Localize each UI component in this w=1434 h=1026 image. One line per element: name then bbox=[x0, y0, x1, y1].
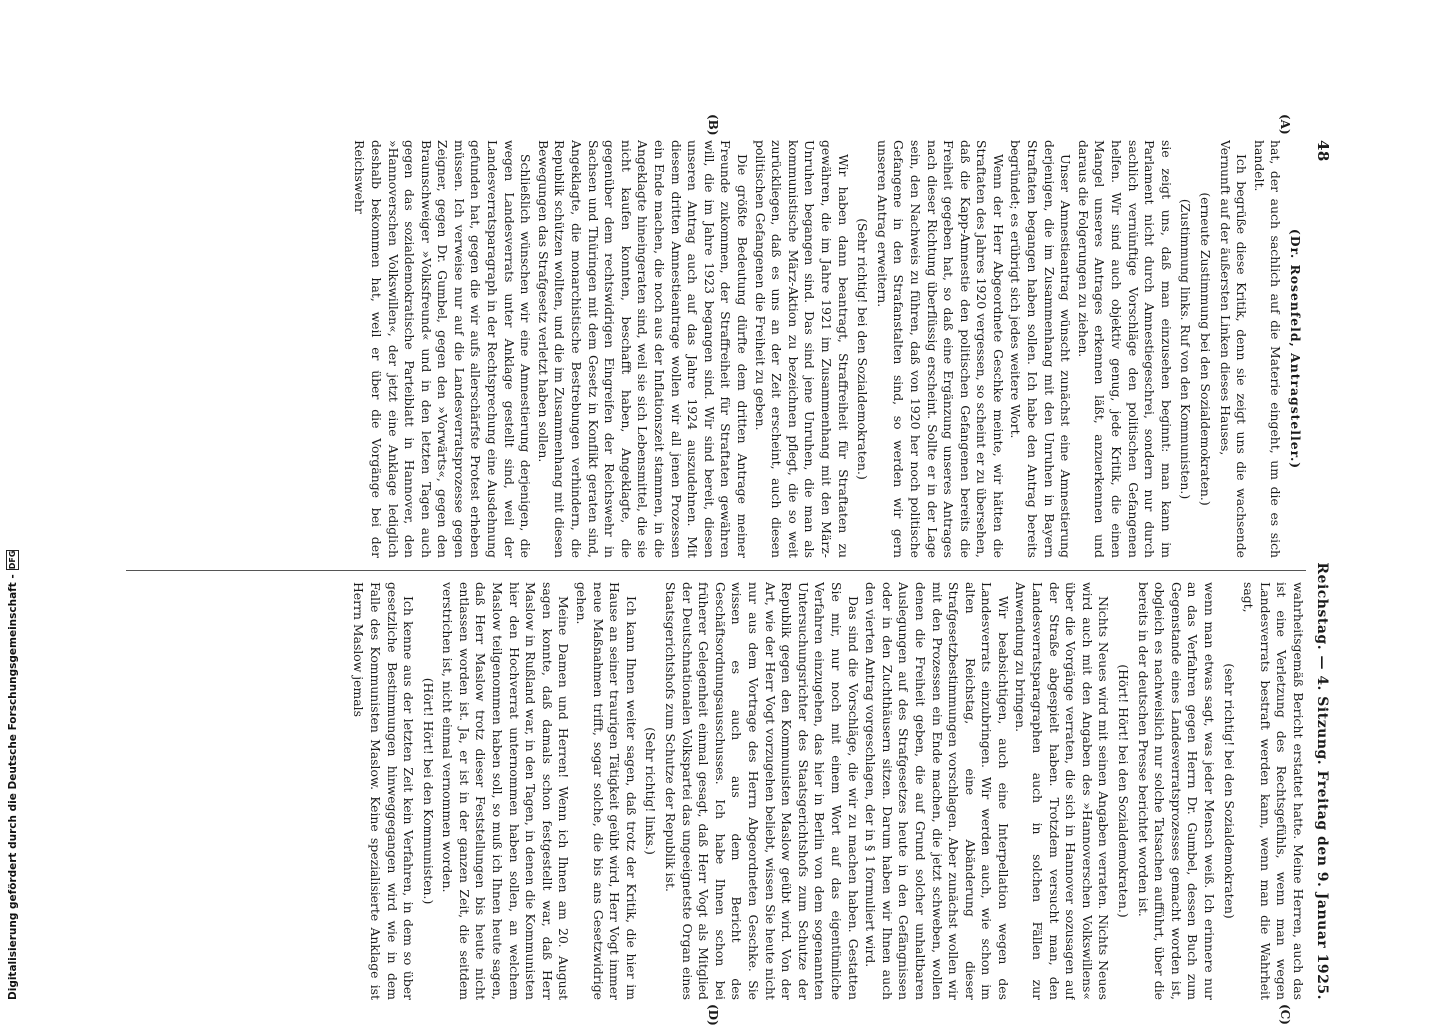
interjection: (Hört! Hört! bei den Sozialdemokraten.) bbox=[1116, 664, 1132, 918]
paragraph: Ich kenne aus der letzten Zeit kein Verfahren, in dem so über gesetzliche Bestimmungen hinweggegangen wird wie in dem Falle des Kommunisten Maslow. Keine spezialisierte Anklage ist Herrn Maslow jemals bbox=[351, 582, 417, 1000]
paragraph: wahrheitsgemäß Bericht erstattet hatte. Meine Herren, auch das ist eine Verletzung des Rechtsgefühls, wenn man wegen Landesverrats bestraft werden kann, wenn man die Wahrheit sagt, bbox=[1241, 582, 1306, 1000]
paragraph: Schließlich wünschen wir eine Amnestierung derjenigen, die wegen Landesverrats unter Anklage gestellt sind, weil der Landesverratsparagraph in der Rechtsprechung eine Ausdehnung gefunden hat, gegen die wir aufs allerschärfste Protest erheben müssen. Ich verweise nur auf die Landesverratsprozesse gegen Zeigner, gegen Dr. Gumbel, gegen den »Vorwärts«, gegen den Braunschweiger »Volksfreund« und in den letzten Tagen auch gegen das sozialdemokratische Parteiblatt in Hannover, den »Hannoverschen Volkswillen«, der jetzt eine Anklage lediglich deshalb bekommen hat, weil er über die Vorgänge bei der Reichswehr bbox=[352, 140, 534, 558]
digitization-footer bbox=[6, 20, 19, 1000]
paragraph: Wenn der Herr Abgeordnete Geschke meinte, wir hätten die Straftaten des Jahres 1920 vergessen, so scheint er zu übersehen, daß die Kapp-Amnestie den politischen Gefangenen bereits die Freiheit gegeben hat, so daß eine Ergänzung unseres Antrages nach dieser Richtung überflüssig erscheint. Sollte er in der Lage sein, den Nachweis zu führen, daß von 1920 her noch politische Gefangene in den Strafanstalten sind, so werden wir gern unseren Antrag erweitern. bbox=[874, 140, 1006, 558]
rotated-document-page bbox=[100, 114, 1340, 1026]
interjection: (sehr richtig! bei den Sozialdemokraten) bbox=[1221, 663, 1237, 919]
page-header bbox=[1314, 140, 1340, 1000]
paragraph: Das sind die Vorschläge, die wir zu machen haben. Gestatten Sie mir, nur noch mit einem Wort auf das eigentümliche Verfahren einzugehen, das hier in Berlin von dem sogenannten Untersuchungsrichter des Staatsgerichtshofs zum Schutze der Republik gegen den Kommunisten Maslow geübt wird. Von der Art, wie der Herr Vogt vorzugehen beliebt, wissen Sie heute nicht nur aus dem Vortrage des Herrn Abgeordneten Geschke. Sie wissen es auch aus dem Bericht des Geschäftsordnungsausschusses. Ich habe Ihnen schon bei früherer Gelegenheit einmal gesagt, daß Herr Vogt als Mitglied der Deutschnationalen Volkspartei das ungeeignetste Organ eines Staatsgerichtshofs zum Schutze der Republik ist. bbox=[663, 582, 861, 1000]
column-divider bbox=[126, 570, 1306, 571]
interjection: (Zustimmung links. Ruf von den Kommunisten.) bbox=[1178, 198, 1194, 500]
interjection: (erneute Zustimmung bei den Sozialdemokraten.) bbox=[1198, 192, 1214, 506]
paragraph: Ich kann Ihnen weiter sagen, daß trotz der Kritik, die hier im Hause an seiner traurigen Tätigkeit geübt wird, Herr Vogt immer neue Maßnahmen trifft, sogar solche, die bis ans Gesetzwidrige gehen. bbox=[574, 582, 639, 1000]
paragraph: Nichts Neues wird mit seinen Angaben verraten. Nichts Neues wird auch mit den Angaben des »Hannoverschen Volkswillens« über die Vorgänge verraten, die sich in Hannover sozusagen auf der Straße abgespielt haben. Trotzdem versucht man, den Landesverratsparagraphen auch in solchen Fällen zur Anwendung zu bringen. bbox=[1013, 582, 1112, 1000]
dfg-logo-icon: DFG bbox=[8, 550, 17, 570]
paragraph: hat, der auch sachlich auf die Materie eingeht, um die es sich handelt. bbox=[1251, 140, 1284, 558]
margin-mark-c: (C) bbox=[1278, 1004, 1292, 1025]
left-column bbox=[116, 140, 1306, 558]
paragraph: Wir beabsichtigen, auch eine Interpellation wegen des Landesverrats einzubringen. Wir werden auch, wie schon im alten Reichstag, eine Abänderung dieser Strafgesetzbestimmungen vorschlagen. Aber zunächst wollen wir mit den Prozessen ein Ende machen, die jetzt schweben, wollen denen die Freiheit geben, die auf Grund solcher unhaltbaren Auslegungen auf des Strafgesetzes heute in den Gefängnissen oder in den Zuchthäusern sitzen. Darum haben wir Ihnen auch den vierten Antrag vorgeschlagen, der in § 1 formuliert wird. bbox=[863, 582, 1011, 1000]
paragraph: Wir haben dann beantragt, Straffreiheit für Straftaten zu gewähren, die im Jahre 1921 im Zusammenhang mit den März-Unruhen begangen sind. Das sind jene Unruhen, die man als kommunistische März-Aktion zu bezeichnen pflegt, die so weit zurückliegen, daß es uns an der Zeit erscheint, auch diesen politischen Gefangenen die Freiheit zu geben. bbox=[752, 140, 851, 558]
interjection: (Sehr richtig! links.) bbox=[643, 727, 659, 855]
interjection: (Sehr richtig! bei den Sozialdemokraten.) bbox=[855, 218, 871, 480]
paragraph: Unser Amnestieantrag wünscht zunächst eine Amnestierung derjenigen, die im Zusammenhang mit den Unruhen in Bayern Straftaten begangen haben sollen. Ich habe den Antrag bereits begründet; es erübrigt sich jedes weitere Wort. bbox=[1008, 140, 1074, 558]
paragraph: Ich begrüße diese Kritik, denn sie zeigt uns die wachsende Vernunft auf der äußersten Linken dieses Hauses, bbox=[1217, 140, 1250, 558]
margin-mark-a: (A) bbox=[1278, 114, 1292, 135]
running-title: Reichstag. — 4. Sitzung. Freitag den 9. Januar 1925. bbox=[1314, 562, 1330, 1000]
speaker-line: (Dr. Rosenfeld, Antragsteller.) bbox=[1288, 228, 1303, 470]
page-number: 48 bbox=[1314, 140, 1332, 162]
paragraph: Meine Damen und Herren! Wenn ich Ihnen am 20. August sagen konnte, daß damals schon festgestellt war, daß Herr Maslow in Rußland war, in den Tagen, in denen die Kommunisten hier den Hochverrat unternommen haben sollen, an welchem Maslow teilgenommen haben soll, so muß ich Ihnen heute sagen, daß Herr Maslow trotz dieser Feststellungen bis heute nicht entlassen worden ist. Ja, er ist in der ganzen Zeit, die seitdem verstrichen ist, nicht einmal vernommen worden. bbox=[440, 582, 572, 1000]
paragraph: wenn man etwas sagt, was jeder Mensch weiß. Ich erinnere nur an das Verfahren gegen Herrn Dr. Gumbel, dessen Buch zum Gegenstande eines Landesverratsprozesses gemacht worden ist, obgleich es nachweislich nur solche Tatsachen aufführt, über die bereits in der deutschen Presse berichtet worden ist. bbox=[1135, 582, 1218, 1000]
right-column bbox=[116, 582, 1306, 1000]
paragraph: sie zeigt uns, daß man einzusehen beginnt: man kann im Parlament nicht durch Amnestiegeschrei, sondern nur durch sachlich vernünftige Vorschläge den politischen Gefangenen helfen. Wir sind auch objektiv genug, jede Kritik, die einen Mangel unseres Antrages erkennen läßt, anzuerkennen und daraus die Folgerungen zu ziehen. bbox=[1075, 140, 1174, 558]
paragraph: Die größte Bedeutung dürfte dem dritten Antrage meiner Freunde zukommen, der Straffreiheit für Straftaten gewähren will, die im Jahre 1923 begangen sind. Wir sind bereit, diesen unseren Antrag auch auf das Jahre 1924 auszudehnen. Mit diesem dritten Amnestieantrage wollen wir all jenen Prozessen ein Ende machen, die noch aus der Inflationszeit stammen, in die Angeklagte hineingeraten sind, weil sie sich Lebensmittel, die sie nicht kaufen konnten, beschafft haben, Angeklagte, die gegenüber dem rechtswidrigen Eingreifen der Reichswehr in Sachsen und Thüringen mit dem Gesetz in Konflikt geraten sind, Angeklagte, die monarchistische Bestrebungen verhindern, die Republik schützen wollten, und die im Zusammenhang mit diesen Bewegungen das Strafgesetz verletzt haben sollen. bbox=[535, 140, 750, 558]
footer-text: Digitalisierung gefördert durch die Deutsche Forschungsgemeinschaft - bbox=[6, 574, 19, 1000]
interjection: (Hört! Hört! bei den Kommunisten.) bbox=[420, 677, 436, 905]
margin-mark-d: (D) bbox=[706, 1004, 720, 1026]
margin-mark-b: (B) bbox=[706, 114, 720, 136]
